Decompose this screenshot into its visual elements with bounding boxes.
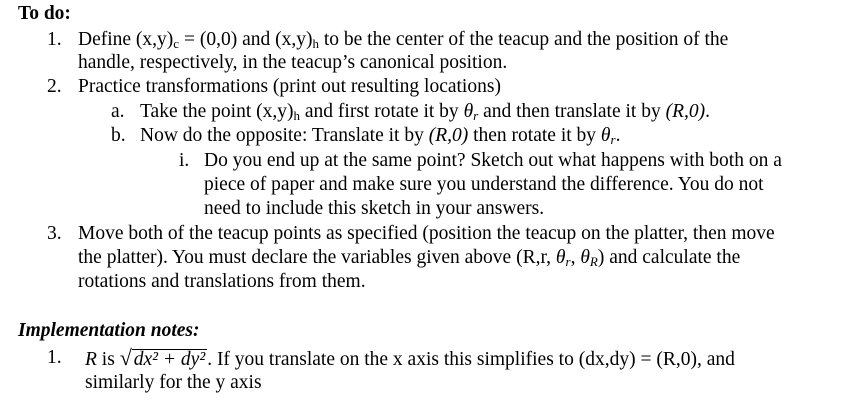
subitem-i-line-2: piece of paper and make sure you understand the difference. You do not — [204, 174, 764, 195]
item-3-line-1: Move both of the teacup points as specified (position the teacup on the platter, then move — [78, 223, 775, 244]
subitem-a-text: Take the point $(x,y)_h$ and first rotate it by $\theta_r$ and then translate it by (R,0). — [140, 101, 710, 123]
impl-item-1-line-1: R is √ dx² + dy² . If you translate on the x axis this simplifies to (dx,dy) = (R,0), and — [85, 345, 735, 370]
subitem-b-number: b. — [111, 125, 126, 146]
subitem-i-line-1: Do you end up at the same point? Sketch out what happens with both on a — [204, 150, 782, 171]
impl-item-1-line-2: similarly for the y axis — [85, 372, 262, 393]
item-3-line-2: the platter). You must declare the variables given above (R,r, $\theta_r$, $\theta_R$) and calculate the — [78, 247, 741, 269]
item-1-line-2: handle, respectively, in the teacup’s canonical position. — [78, 52, 508, 73]
item-2-number: 2. — [47, 76, 62, 97]
item-1-number: 1. — [47, 29, 62, 50]
subitem-a-number: a. — [111, 101, 125, 122]
section-heading-todo: To do: — [18, 3, 71, 24]
subitem-b-text: Now do the opposite: Translate it by (R,0) then rotate it by $\theta_r$. — [140, 125, 621, 147]
item-3-number: 3. — [47, 223, 62, 244]
subitem-i-number: i. — [179, 150, 190, 171]
item-3-line-3: rotations and translations from them. — [78, 271, 366, 292]
item-1-line-1: Define $(x,y)_c = (0,0)$ and $(x,y)_h$ to be the center of the teacup and the position of the — [78, 29, 729, 51]
impl-item-1-number: 1. — [47, 347, 62, 368]
sqrt-expression: √ dx² + dy² — [119, 345, 206, 370]
section-heading-implementation-notes: Implementation notes: — [18, 320, 200, 341]
subitem-i-line-3: need to include this sketch in your answers. — [204, 198, 545, 219]
item-2-text: Practice transformations (print out resulting locations) — [78, 76, 501, 97]
